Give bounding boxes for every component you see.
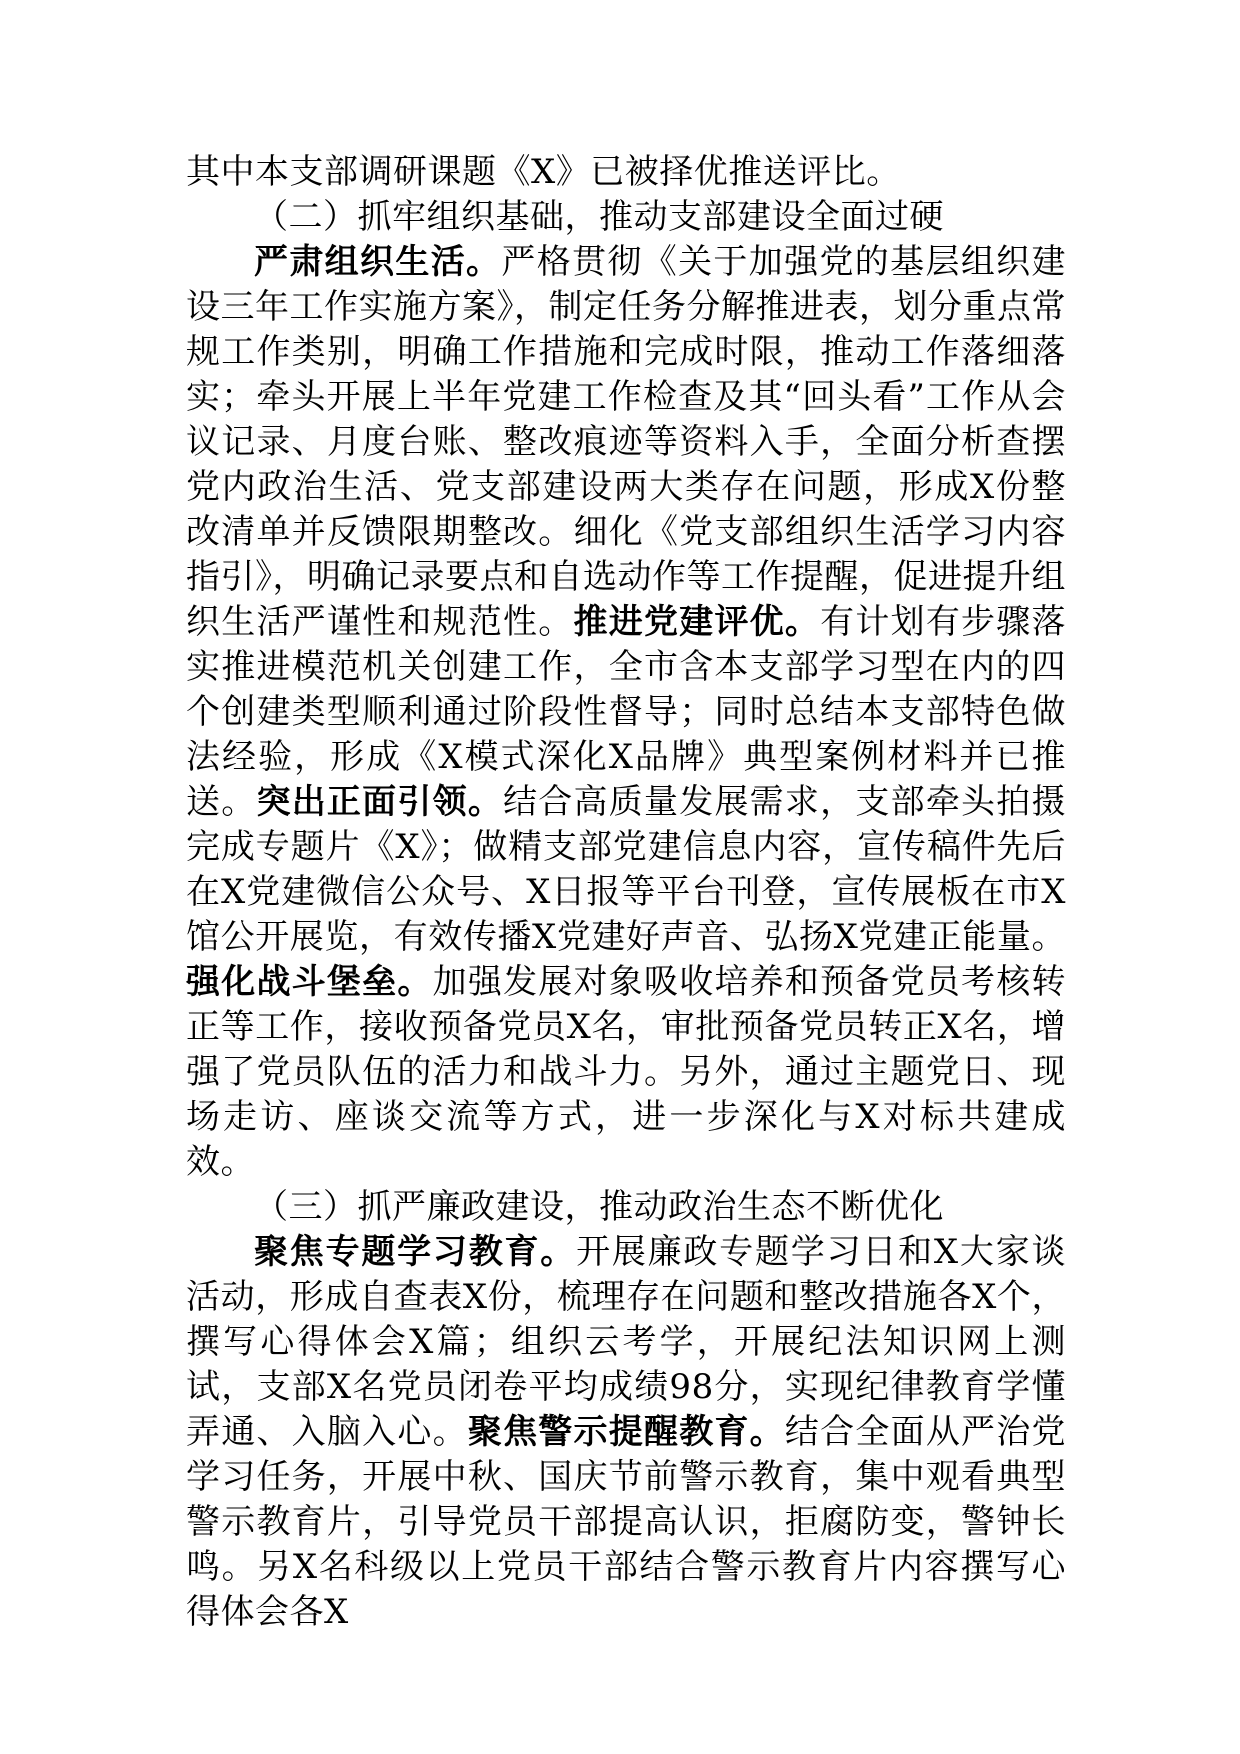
section-heading-2: （二）抓牢组织基础，推动支部建设全面过硬 — [254, 197, 944, 237]
lead-phrase: 聚焦警示提醒教育。 — [467, 1412, 785, 1452]
body-text: 有计划有步骤落实推进模范机关创建工作，全市含本支部学习型在内的四个创建类型顺利通过阶段性督导；同时总结本支部特色做法经验，形成《X模式深化X品牌》典型案例材料并已推送。 — [186, 602, 1067, 822]
paragraph-integrity — [186, 1230, 1066, 1635]
body-text: 开展廉政专题学习日和X大家谈活动，形成自查表X份，梳理存在问题和整改措施各X个，撰写心得体会X篇；组织云考学，开展纪法知识网上测试，支部X名党员闭卷平均成绩98分，实现纪律教育学懂弄通、入脑入心。 — [186, 1232, 1066, 1452]
body-text: 严格贯彻《关于加强党的基层组织建设三年工作实施方案》，制定任务分解推进表，划分重点常规工作类别，明确工作措施和完成时限，推动工作落细落实；牵头开展上半年党建工作检查及其“回头看”工作从会议记录、月度台账、整改痕迹等资料入手，全面分析查摆党内政治生活、党支部建设两大类存在问题，形成X份整改清单并反馈限期整改。细化《党支部组织生活学习内容指引》，明确记录要点和自选动作等工作提醒，促进提升组织生活严谨性和规范性。 — [186, 242, 1067, 642]
lead-phrase: 突出正面引领。 — [256, 782, 504, 822]
lead-phrase: 聚焦专题学习教育。 — [254, 1232, 577, 1272]
lead-phrase: 严肃组织生活。 — [254, 242, 502, 282]
body-text: 结合高质量发展需求，支部牵头拍摄完成专题片《X》；做精支部党建信息内容，宣传稿件先后在X党建微信公众号、X日报等平台刊登，宣传展板在市X馆公开展览，有效传播X党建好声音、弘扬X党建正能量。 — [186, 782, 1067, 957]
body-text: 加强发展对象吸收培养和预备党员考核转正等工作，接收预备党员X名，审批预备党员转正X名，增强了党员队伍的活力和战斗力。另外，通过主题党日、现场走访、座谈交流等方式，进一步深化与X对标共建成效。 — [186, 962, 1067, 1182]
paragraph-continuation: 其中本支部调研课题《X》已被择优推送评比。 — [186, 152, 901, 192]
lead-phrase: 强化战斗堡垒。 — [186, 962, 433, 1002]
lead-phrase: 推进党建评优。 — [573, 602, 821, 642]
section-heading-3: （三）抓严廉政建设，推动政治生态不断优化 — [254, 1187, 944, 1227]
document-body — [186, 150, 1066, 1635]
paragraph-organization — [186, 240, 1066, 1185]
body-text: 结合全面从严治党学习任务，开展中秋、国庆节前警示教育，集中观看典型警示教育片，引导党员干部提高认识，拒腐防变，警钟长鸣。另X名科级以上党员干部结合警示教育片内容撰写心得体会各X — [186, 1412, 1067, 1632]
